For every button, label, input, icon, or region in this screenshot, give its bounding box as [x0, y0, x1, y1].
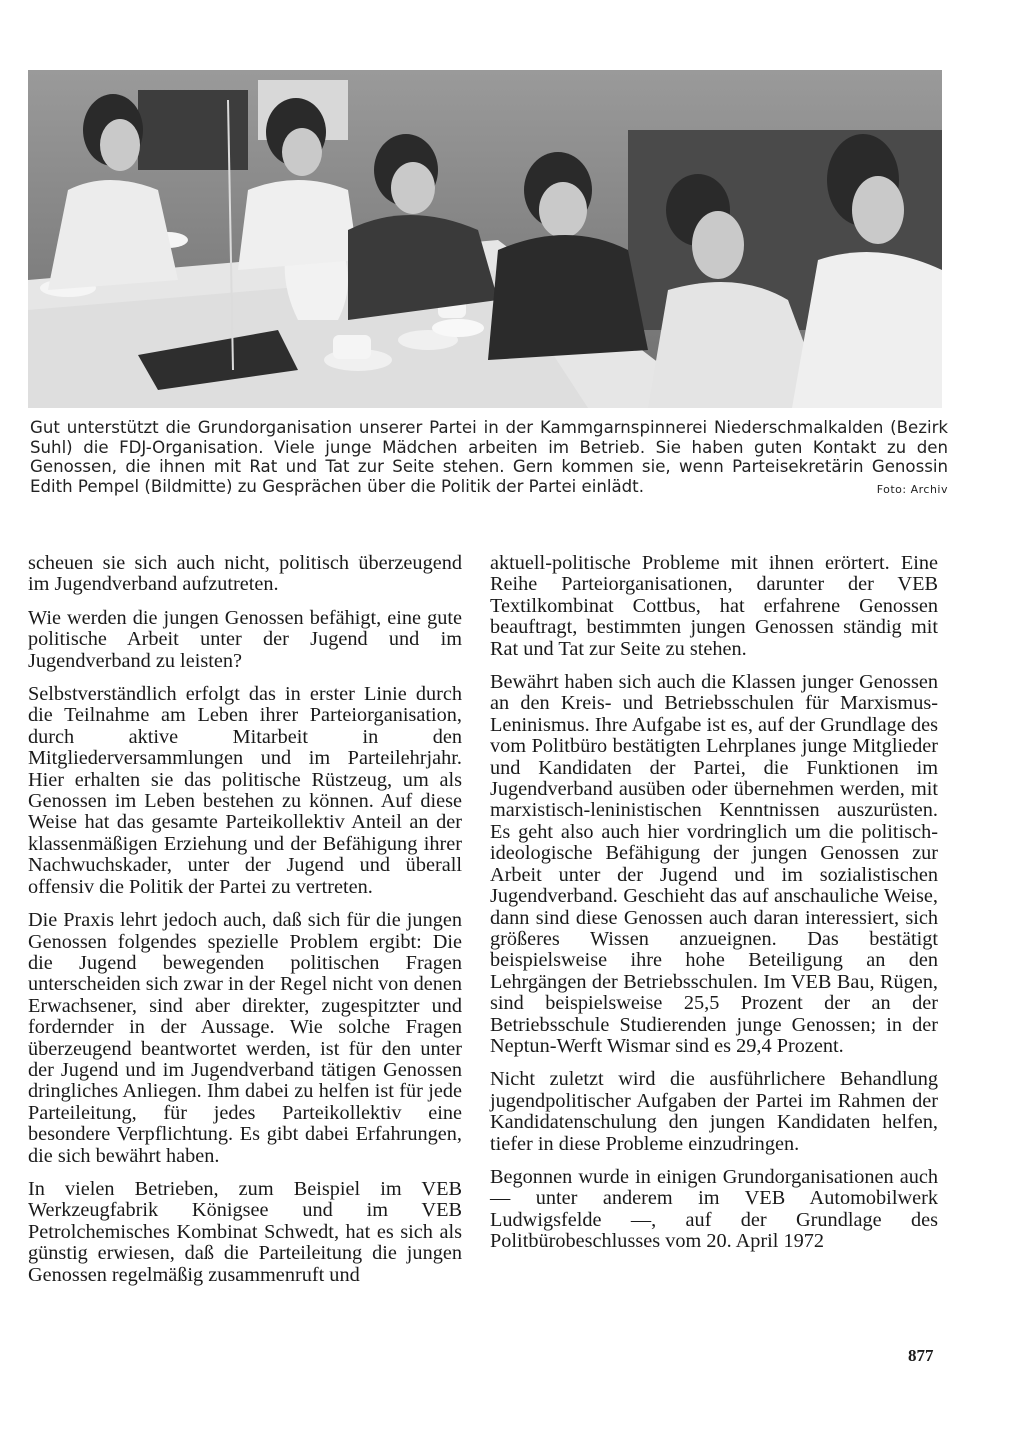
paragraph: Wie werden die jungen Genossen befähigt, eine gute politische Arbeit unter der Jugend und im Jugendverband zu leisten?: [28, 606, 462, 672]
caption-text: Gut unterstützt die Grundorganisation unserer Partei in der Kammgarnspinnerei Niederschmalkalden (Bezirk Suhl) die FDJ-Organisation. Viele junge Mädchen arbeiten im Betrieb. Sie haben guten Kontakt zu den Genossen, die ihnen mit Rat und Tat zur Seite stehen. Gern kommen sie, wenn Parteisekretärin Genossin Edith Pempel (Bildmitte) zu Gesprächen über die Politik der Partei einlädt.: [30, 418, 948, 496]
paragraph: scheuen sie sich auch nicht, politisch überzeugend im Jugendverband aufzutreten.: [28, 552, 462, 596]
photo-caption: [30, 418, 948, 499]
paragraph: aktuell-politische Probleme mit ihnen erörtert. Eine Reihe Parteiorganisationen, darunter der VEB Textilkombinat Cottbus, hat erfahrene Genossen beauftragt, bestimmten jungen Genossen ständig mit Rat und Tat zur Seite zu stehen.: [490, 552, 938, 660]
left-column: [28, 553, 462, 1298]
paragraph: Bewährt haben sich auch die Klassen junger Genossen an den Kreis- und Betriebsschulen für Marxismus-Leninismus. Ihre Aufgabe ist es, auf der Grundlage des vom Politbüro bestätigten Lehrplanes junge Mitglieder und Kandidaten der Partei, die Funktionen im Jugendverband ausüben oder übernehmen werden, mit marxistisch-leninistischen Kenntnissen auszurüsten. Es geht also auch hier vordringlich um die politisch-ideologische Befähigung der jungen Genossen zur Arbeit unter der Jugend und im sozialistischen Jugendverband. Geschieht das auf anschauliche Weise, dann sind diese Genossen auch daran interessiert, sich größeres Wissen anzueignen. Das bestätigt beispielsweise ihre hohe Beteiligung an den Lehrgängen der Betriebsschulen. Im VEB Bau, Rügen, sind beispielsweise 25,5 Prozent der an der Betriebsschule Studierenden junge Genossen; in der Neptun-Werft Wismar sind es 29,4 Prozent.: [490, 671, 938, 1057]
photo: [28, 70, 942, 408]
paragraph: Die Praxis lehrt jedoch auch, daß sich für die jungen Genossen folgendes spezielle Problem ergibt: Die die Jugend bewegenden politischen Fragen unterscheiden sich zwar in der Regel nicht von denen Erwachsener, sind aber direkter, zugespitzter und fordernder in der Aussage. Wie solche Fragen überzeugend beantwortet werden, ist für den unter der Jugend und im Jugendverband tätigen Genossen dringliches Anliegen. Ihm dabei zu helfen ist für jede Parteileitung, für jedes Parteikollektiv eine besondere Verpflichtung. Es gibt dabei Erfahrungen, die sich bewährt haben.: [28, 909, 462, 1167]
paragraph: In vielen Betrieben, zum Beispiel im VEB Werkzeugfabrik Königsee und im VEB Petrolchemisches Kombinat Schwedt, hat es sich als günstig erwiesen, daß die Parteileitung die jungen Genossen regelmäßig zusammenruft und: [28, 1177, 462, 1286]
page-number: 877: [908, 1346, 934, 1365]
photo-illustration: [28, 70, 942, 408]
paragraph: Nicht zuletzt wird die ausführlichere Behandlung jugendpolitischer Aufgaben der Partei im Rahmen der Kandidatenschulung den jungen Kandidaten helfen, tiefer in diese Probleme einzudringen.: [490, 1068, 938, 1155]
right-column: [490, 553, 938, 1265]
photo-credit: Foto: Archiv: [876, 482, 948, 496]
paragraph: Begonnen wurde in einigen Grundorganisationen auch — unter anderem im VEB Automobilwerk Ludwigsfelde —, auf der Grundlage des Politbürobeschlusses vom 20. April 1972: [490, 1165, 938, 1253]
paragraph: Selbstverständlich erfolgt das in erster Linie durch die Teilnahme am Leben ihrer Parteiorganisation, durch aktive Mitarbeit in den Mitgliederversammlungen und im Parteilehrjahr. Hier erhalten sie das politische Rüstzeug, um als Genossen im Leben bestehen zu können. Auf diese Weise hat das gesamte Parteikollektiv Anteil an der klassenmäßigen Erziehung und der Befähigung ihrer Nachwuchskader, unter der Jugend und überall offensiv die Politik der Partei zu vertreten.: [28, 683, 462, 898]
